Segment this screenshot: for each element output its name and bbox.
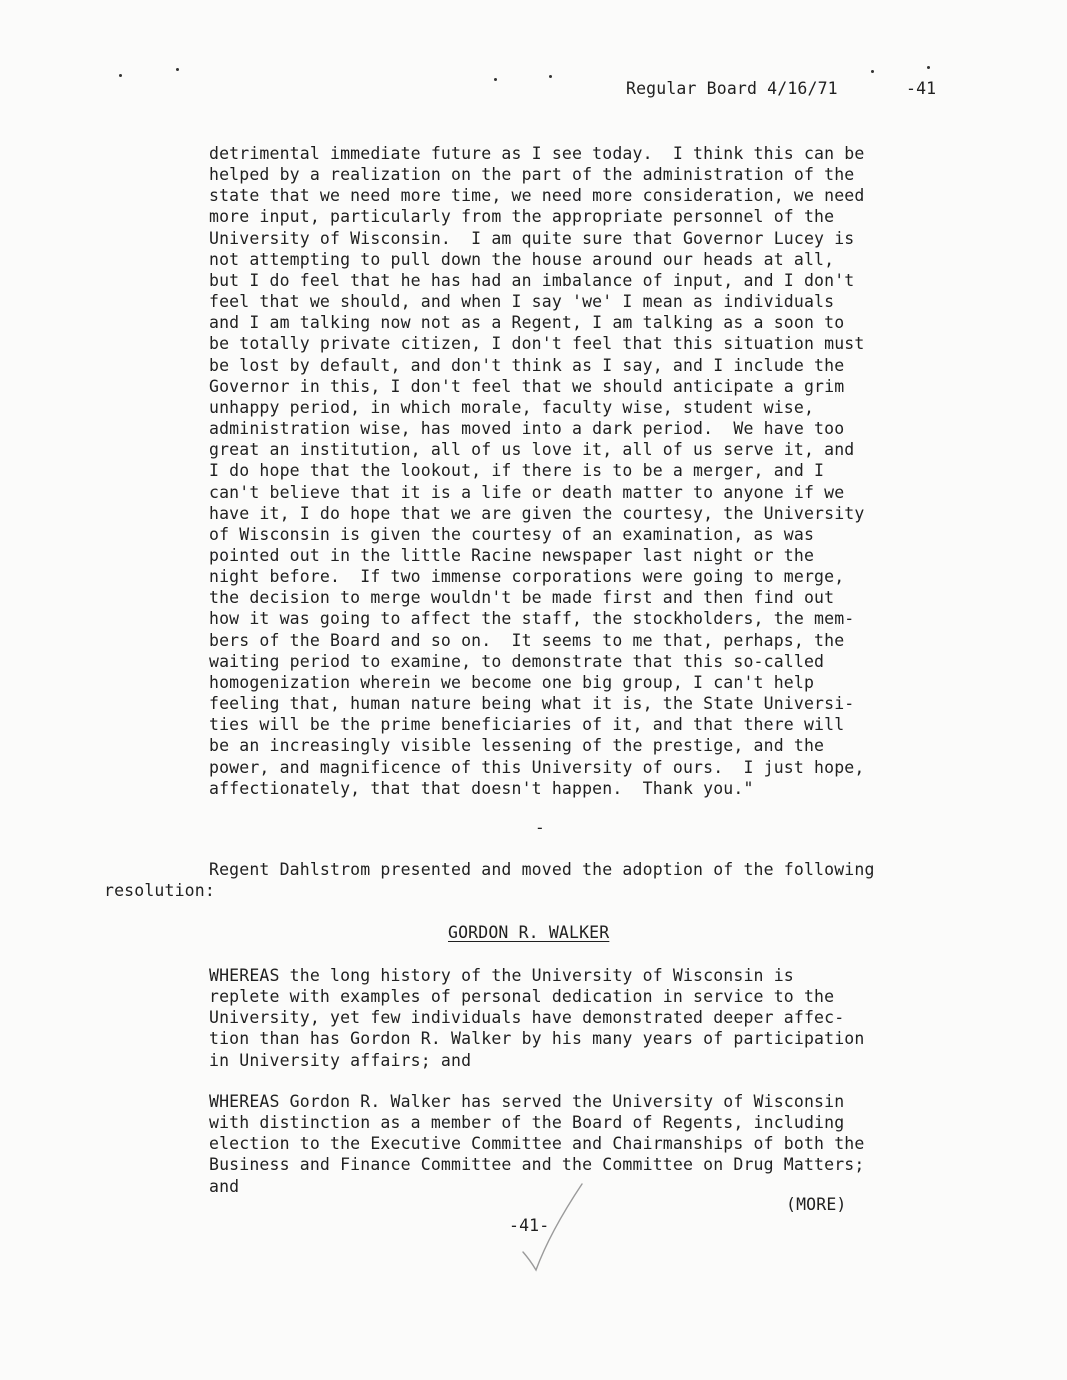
page-footer-number: -41- xyxy=(509,1216,550,1235)
speech-continuation: detrimental immediate future as I see today. I think this can be helped by a realization on the part of the administration of the state that we need more time, we need more consideration, we need more input, particularly from the appropriate personnel of the University of Wisconsin. I am quite sure that Governor Lucey is not attempting to pull down the house around our heads at all, but I do feel that he has had an imbalance of input, and I don't feel that we should, and when I say 'we' I mean as individuals and I am talking now not as a Regent, I am talking as a soon to be totally private citizen, I don't feel that this situation must be lost by default, and don't think as I say, and I include the Governor in this, I don't feel that we should anticipate a grim unhappy period, in which morale, faculty wise, student wise, administration wise, has moved into a dark period. We have too great an institution, all of us love it, all of us serve it, and I do hope that the lookout, if there is to be a merger, and I can't believe that it is a life or death matter to anyone if we have it, I do hope that we are given the courtesy, the University of Wisconsin is given the courtesy of an examination, as was pointed out in the little Racine newspaper last night or the night before. If two immense corporations were going to merge, the decision to merge wouldn't be made first and then find out how it was going to affect the staff, the stockholders, the mem- bers of the Board and so on. It seems to me that, perhaps, the waiting period to examine, to demonstrate that this so-called homogenization wherein we become one big group, I can't help feeling that, human nature being what it is, the State Universi- ties will be the prime beneficiaries of it, and that there will be an increasingly visible lessening of the prestige, and the power, and magnificence of this University of ours. I just hope, affectionately, that that doesn't happen. Thank you." xyxy=(209,144,865,798)
motion-text-line1: Regent Dahlstrom presented and moved the adoption of the following xyxy=(209,860,875,879)
checkmark-icon xyxy=(520,1182,590,1277)
whereas-clause-2: WHEREAS Gordon R. Walker has served the University of Wisconsin with distinction as a member of the Board of Regents, including election to the Executive Committee and Chairmanships of both the Business and Finance Committee and the Committee on Drug Matters; and xyxy=(209,1092,865,1196)
scan-speck xyxy=(119,74,122,77)
scan-speck xyxy=(176,68,179,71)
page-header-title: Regular Board 4/16/71 xyxy=(626,79,838,98)
scan-speck xyxy=(549,75,552,78)
section-separator: - xyxy=(535,818,545,837)
whereas-clause-1: WHEREAS the long history of the University of Wisconsin is replete with examples of personal dedication in service to the University, yet few individuals have demonstrated deeper affec- tion than has Gordon R. Walker by his many years of participation in University affairs; and xyxy=(209,966,865,1070)
resolution-title: GORDON R. WALKER xyxy=(448,923,610,942)
scan-speck xyxy=(927,66,930,69)
scan-speck xyxy=(494,78,497,81)
scan-speck xyxy=(871,70,874,73)
page-header-number: -41 xyxy=(906,79,937,98)
motion-text-line2: resolution: xyxy=(104,881,215,900)
continued-marker: (MORE) xyxy=(786,1195,847,1214)
